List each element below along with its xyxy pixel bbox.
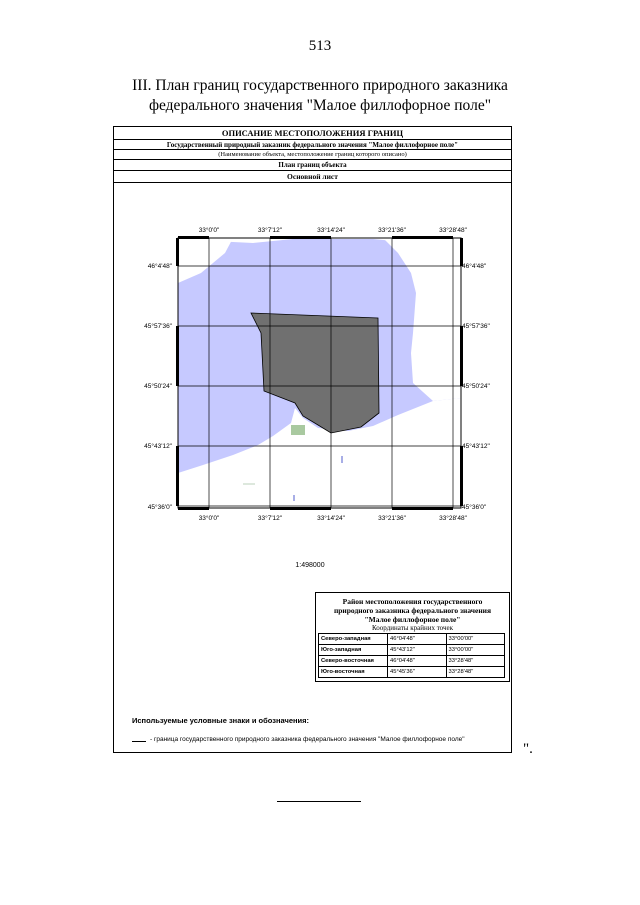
lat-label-right: 45°50'24" (462, 383, 490, 390)
lat-labels-left (128, 233, 184, 523)
legend-boundary-symbol (132, 741, 146, 742)
point-lon: 33°28'48" (446, 656, 505, 667)
map-vegetation (291, 425, 305, 435)
table-row (319, 634, 505, 645)
footnote-separator (277, 801, 361, 802)
map-stream (293, 495, 295, 501)
extreme-points-title (316, 597, 509, 624)
closing-quote-mark: ". (523, 741, 533, 757)
point-name: Юго-восточная (319, 667, 388, 678)
lat-label-left: 45°43'12" (144, 443, 172, 450)
extreme-points-table (318, 633, 505, 678)
object-name: Государственный природный заказник федерального значения "Малое филлофорное поле" (114, 140, 511, 150)
point-name: Северо-восточная (319, 656, 388, 667)
form-title: ОПИСАНИЕ МЕСТОПОЛОЖЕНИЯ ГРАНИЦ (114, 127, 511, 140)
legend-title: Используемые условные знаки и обозначения: (132, 716, 310, 725)
map-scale: 1:498000 (295, 562, 325, 569)
legend-item-text: - граница государственного природного заказника федерального значения "Малое филлофорное поле" (150, 736, 465, 743)
point-lon: 33°00'00" (446, 634, 505, 645)
point-lat: 46°04'48" (388, 656, 447, 667)
point-name: Юго-западная (319, 645, 388, 656)
map-lake (341, 456, 343, 463)
object-name-note: (Наименование объекта, местоположение границ которого описано) (114, 150, 511, 160)
lat-label-right: 46°4'48" (462, 263, 487, 270)
lat-label-right: 45°36'0" (462, 504, 487, 511)
point-lat: 46°04'48" (388, 634, 447, 645)
extreme-points-title-line: Район местоположения государственного (342, 597, 483, 606)
lon-label-top: 33°0'0" (198, 227, 220, 234)
point-lon: 33°28'48" (446, 667, 505, 678)
lat-label-right: 45°57'36" (462, 323, 490, 330)
lon-label-bottom: 33°28'48" (439, 515, 467, 522)
lon-label-bottom: 33°21'36" (378, 515, 406, 522)
point-lat: 45°43'12" (388, 645, 447, 656)
lon-label-top: 33°21'36" (378, 227, 406, 234)
point-lat: 45°45'36" (388, 667, 447, 678)
lat-label-right: 45°43'12" (462, 443, 490, 450)
section-title-line1: III. План границ государственного природного заказника (132, 77, 508, 94)
extreme-points-title-line: "Малое филлофорное поле" (364, 615, 461, 624)
table-row (319, 667, 505, 678)
lat-label-left: 45°36'0" (147, 504, 172, 511)
lat-label-left: 45°57'36" (144, 323, 172, 330)
section-title-line2: федерального значения "Малое филлофорное поле" (148, 97, 492, 114)
point-name: Северо-западная (319, 634, 388, 645)
page-number: 513 (308, 38, 332, 54)
lat-label-left: 46°4'48" (147, 263, 172, 270)
section-title (80, 76, 560, 116)
lat-label-left: 45°50'24" (144, 383, 172, 390)
plan-title: План границ объекта (114, 160, 511, 171)
boundary-map (173, 227, 468, 523)
lat-labels-right (460, 233, 512, 523)
lon-label-top: 33°14'24" (317, 227, 345, 234)
table-row (319, 656, 505, 667)
extreme-points-panel (315, 592, 510, 682)
lon-label-top: 33°28'48" (439, 227, 467, 234)
sheet-label: Основной лист (114, 171, 511, 183)
lon-label-bottom: 33°14'24" (317, 515, 345, 522)
lon-label-bottom: 33°7'12" (257, 515, 283, 522)
lon-label-top: 33°7'12" (257, 227, 283, 234)
extreme-points-title-line: природного заказника федерального значения (333, 606, 492, 615)
lon-label-bottom: 33°0'0" (198, 515, 220, 522)
map-field-1 (243, 483, 255, 485)
extreme-points-subtitle: Координаты крайних точек (371, 624, 454, 632)
point-lon: 33°00'00" (446, 645, 505, 656)
table-row (319, 645, 505, 656)
